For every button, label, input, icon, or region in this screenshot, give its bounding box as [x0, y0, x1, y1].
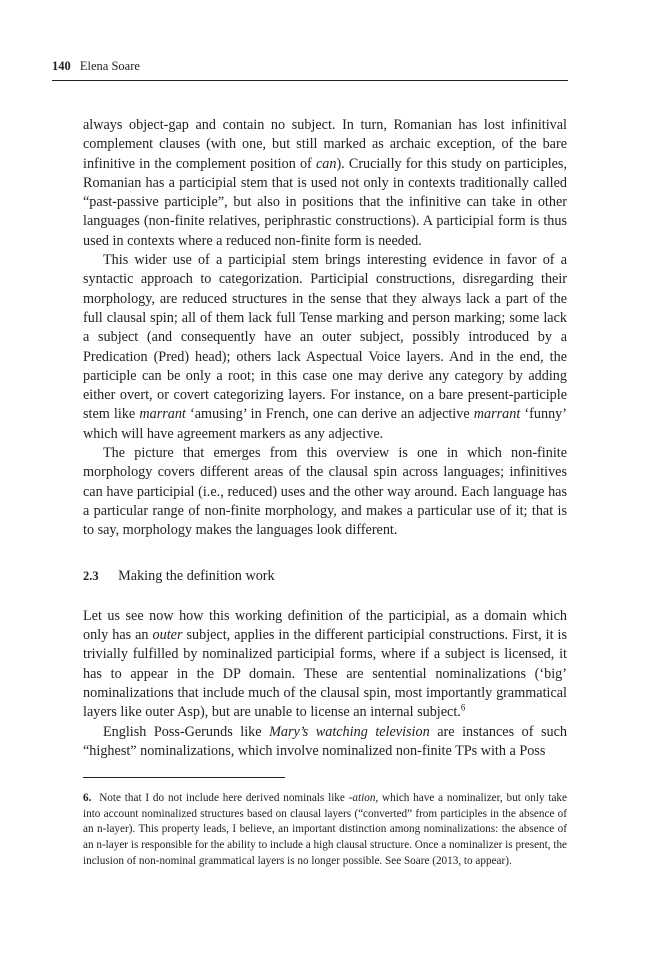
italic-text: Mary’s watching television — [269, 723, 430, 740]
section-number: 2.3 — [83, 568, 99, 583]
text-run: ). Crucially for this study on participles, Romanian has a participial stem that is used not only in contexts traditionally called “past-passive participle”, but also in positions that the infinitive can take in other languages (non-finite relatives, periphrastic constructions). A participial form is thus used in contexts where a reduced non-finite form is needed. — [83, 155, 567, 249]
text-run: Note that I do not include here derived nominals like — [99, 792, 349, 804]
text-run: are instances of such “highest” nominalizations, which involve nominalized non-finite TPs with a Poss — [83, 723, 568, 759]
running-header — [52, 59, 568, 74]
running-header-author: Elena Soare — [79, 59, 140, 73]
text-run: always object-gap and contain no subject. In turn, Romanian has lost infinitival complement clauses (with one, but still marked as archaic exception, of the bare infinitive in the complement position of — [83, 117, 567, 172]
footnote-rule — [83, 777, 285, 778]
paragraph — [83, 116, 567, 251]
footnote-number: 6. — [83, 792, 92, 804]
section-heading — [83, 567, 567, 586]
footnote — [83, 791, 567, 870]
text-run: ‘amusing’ in French, one can derive an adjective — [185, 406, 474, 423]
text-run: subject, applies in the different participial constructions. First, it is trivially fulfilled by nominalized participial forms, where if a subject is licensed, it has to appear in the DP domain. These are sentential nominalizations (‘big’ nominalizations that include much of the clausal spin, most importantly grammatical layers like outer Asp), but are unable to license an internal subject. — [83, 627, 567, 721]
text-run: The picture that emerges from this overview is one in which non-finite morphology covers different areas of the clausal spin across languages; infinitives can have participial (i.e., reduced) uses and the other way around. Each language has a particular range of non-finite morphology, and makes a particular use of it; that is to say, morphology makes the languages look different. — [83, 445, 567, 539]
text-run: This wider use of a participial stem brings interesting evidence in favor of a syntactic approach to categorization. Participial constructions, disregarding their morphology, are reduced structures in the sense that they always lack a part of the full clausal spin; all of them lack full Tense marking and person marking; some lack a subject (and consequently have an outer subject, possibly introduced by a Predication (Pred) head); others lack Aspectual Voice layers. And in the end, the participle can be only a root; in this case one may derive any category by adding either overt, or covert categorizing layers. For instance, on a bare present-participle stem like — [83, 252, 567, 423]
page-number: 140 — [52, 59, 71, 73]
paragraph — [83, 251, 567, 444]
text-run: Let us see now how this working definition of the participial, as a domain which only has an — [83, 607, 567, 644]
section-title: Making the definition work — [118, 567, 275, 584]
main-text — [83, 116, 567, 761]
paragraph — [83, 723, 567, 762]
italic-text: marrant — [139, 406, 186, 423]
italic-text: outer — [152, 627, 183, 644]
footnote-marker: 6 — [460, 702, 466, 713]
paragraph — [83, 607, 567, 723]
text-run: , which have a nominalizer, but only take into account nominalized structures based on clausal layers (“converted” from participles in the absence of an n-layer). This property leads, I believe, an important distinction among nominalizations: the absence of an n-layer is responsible for the ability to include a high clausal structure. Once a nominalizer is present, the inclusion of non-nominal grammatical layers is no longer possible. See Soare (2013, to appear). — [83, 792, 568, 867]
text-run: English Poss-Gerunds like — [103, 723, 270, 740]
text-run: ‘funny’ which will have agreement markers as any adjective. — [83, 406, 567, 442]
footnote-text — [83, 792, 567, 867]
paragraph — [83, 444, 567, 540]
italic-text: marrant — [473, 406, 521, 423]
italic-text: can — [315, 155, 337, 172]
italic-text: -ation — [348, 792, 376, 804]
header-rule — [52, 80, 568, 81]
